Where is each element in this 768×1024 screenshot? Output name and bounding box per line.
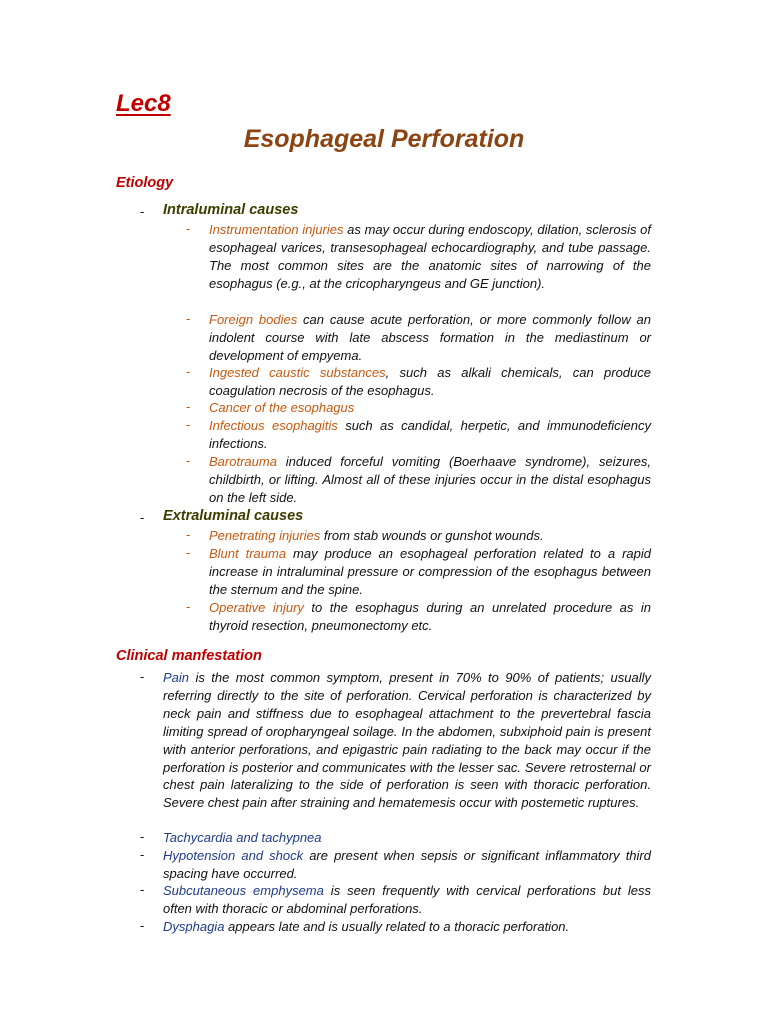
- item-text: is the most common symptom, present in 70% to 90% of patients; usually referring directly to the site of perforation. Cervical perforation is characterized by neck pain and stiffness due to esophageal attachment to the prevertebral fascia limiting spread of oropharyngeal soilage. In the abdomen, subxiphoid pain is present with anterior perforations, and epigastric pain radiating to the back may occur if the perforation is posterior and communicates with the lesser sac. Severe retrosternal or chest pain lateralizing to the side of perforation is seen with thoracic perforation. Severe chest pain after straining and hematemesis occur with postemetic ruptures.: [163, 670, 651, 811]
- bullet-dash: -: [140, 882, 145, 897]
- bullet-dash: -: [140, 918, 145, 933]
- bullet-dash: -: [186, 221, 191, 236]
- bullet-dash: -: [186, 527, 191, 542]
- list-item: [209, 545, 651, 599]
- list-item: [163, 829, 651, 847]
- item-term: Barotrauma: [209, 454, 277, 469]
- list-item: [209, 599, 651, 635]
- list-item: [209, 399, 651, 417]
- item-term: Foreign bodies: [209, 312, 298, 327]
- list-item: [163, 918, 651, 936]
- list-item: [163, 669, 651, 812]
- item-text: to the esophagus during an unrelated procedure as in thyroid resection, pneumonectomy etc.: [209, 600, 651, 633]
- item-text: induced forceful vomiting (Boerhaave syndrome), seizures, childbirth, or lifting. Almost all of these injuries occur in the distal esophagus on the left side.: [209, 454, 651, 505]
- item-text: such as candidal, herpetic, and immunodeficiency infections.: [209, 418, 651, 451]
- item-term: Cancer of the esophagus: [209, 400, 355, 415]
- bullet-dash: -: [186, 399, 191, 414]
- list-item: [209, 311, 651, 365]
- list-item: [163, 847, 651, 883]
- item-text: can cause acute perforation, or more commonly follow an indolent course with late abscess formation in the mediastinum or development of empyema.: [209, 312, 651, 363]
- bullet-dash: -: [140, 510, 145, 525]
- bullet-dash: -: [140, 669, 145, 684]
- item-text: are present when sepsis or significant inflammatory third spacing have occurred.: [163, 848, 651, 881]
- item-text: appears late and is usually related to a thoracic perforation.: [224, 919, 570, 934]
- item-term: Dysphagia: [163, 919, 225, 934]
- item-term: Operative injury: [209, 600, 304, 615]
- list-item: [209, 417, 651, 453]
- section-heading-clinical: Clinical manfestation: [116, 648, 262, 664]
- item-text: may produce an esophageal perforation related to a rapid increase in intraluminal pressure or compression of the esophagus between the sternum and the spine.: [209, 546, 651, 597]
- list-item: [163, 882, 651, 918]
- list-item: [209, 527, 651, 545]
- bullet-dash: -: [186, 311, 191, 326]
- item-term: Tachycardia and tachypnea: [163, 830, 322, 845]
- list-item: [209, 364, 651, 400]
- item-text: as may occur during endoscopy, dilation, sclerosis of esophageal varices, transesophageal echocardiography, and tube passage. The most common sites are the anatomic sites of narrowing of the esophagus (e.g., at the cricopharyngeus and GE junction).: [209, 222, 651, 291]
- item-term: Ingested caustic substances: [209, 365, 386, 380]
- item-text: is seen frequently with cervical perforations but less often with thoracic or abdominal perforations.: [163, 883, 652, 916]
- item-term: Blunt trauma: [209, 546, 287, 561]
- subheading-intraluminal: Intraluminal causes: [163, 202, 299, 218]
- item-text: from stab wounds or gunshot wounds.: [320, 528, 544, 543]
- bullet-dash: -: [186, 599, 191, 614]
- item-term: Pain: [163, 670, 190, 685]
- item-term: Instrumentation injuries: [209, 222, 344, 237]
- bullet-dash: -: [186, 453, 191, 468]
- lecture-number: Lec8: [116, 90, 171, 117]
- bullet-dash: -: [140, 847, 145, 862]
- list-item: [209, 221, 651, 293]
- item-term: Hypotension and shock: [163, 848, 304, 863]
- bullet-dash: -: [140, 829, 145, 844]
- bullet-dash: -: [186, 545, 191, 560]
- bullet-dash: -: [186, 417, 191, 432]
- section-heading-etiology: Etiology: [116, 175, 174, 191]
- item-term: Penetrating injuries: [209, 528, 321, 543]
- item-term: Subcutaneous emphysema: [163, 883, 324, 898]
- item-term: Infectious esophagitis: [209, 418, 338, 433]
- list-item: [209, 453, 651, 507]
- item-text: , such as alkali chemicals, can produce coagulation necrosis of the esophagus.: [209, 365, 651, 398]
- page-title: Esophageal Perforation: [243, 125, 525, 153]
- bullet-dash: -: [140, 204, 145, 219]
- bullet-dash: -: [186, 364, 191, 379]
- subheading-extraluminal: Extraluminal causes: [163, 508, 304, 524]
